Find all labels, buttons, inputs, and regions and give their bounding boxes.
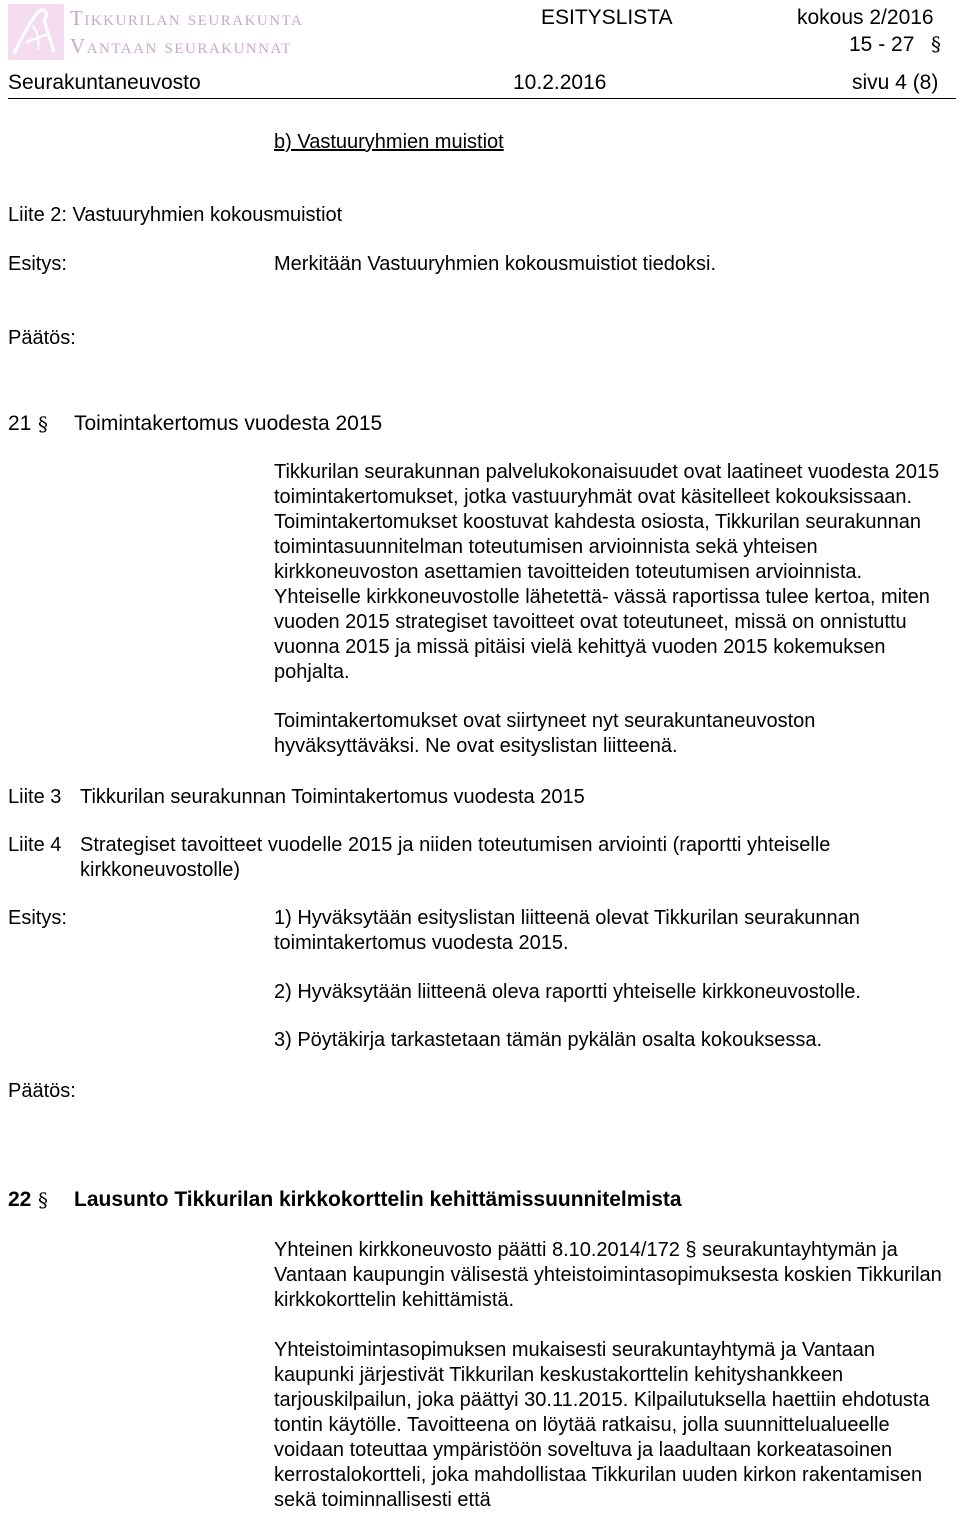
section-21-number: 21 [8, 412, 32, 435]
attachment-4-text: Strategiset tavoitteet vuodelle 2015 ja niiden toteutumisen arviointi (raportti yhteiselle kirkkoneuvostolle) [80, 834, 831, 881]
attachment-3-text: Tikkurilan seurakunnan Toimintakertomus vuodesta 2015 [80, 786, 585, 808]
item-b-proposal-text: Merkitään Vastuuryhmien kokousmuistiot tiedoksi. [274, 253, 717, 275]
header-divider [8, 98, 956, 99]
section-21-proposal-items [274, 906, 954, 1053]
section-mark: § [931, 32, 941, 56]
section-22-mark: § [38, 1188, 48, 1212]
meeting-date: 10.2.2016 [513, 71, 607, 94]
church-logo-emblem [8, 4, 64, 60]
section-22-body [274, 1238, 954, 1513]
section-21-paragraph-1: Tikkurilan seurakunnan palvelukokonaisuudet ovat laatineet vuodesta 2015 toimintakertomukset, jotka vastuuryhmät ovat käsitelleet kokouksissaan. Toimintakertomukset koostuvat kahdesta osiosta, Tikkurilan seurakunnan toimintasuunnitelman toteutumisen arvioinnista sekä yhteisen kirkkoneuvoston asettamien tavoitteiden toteutumisen arvioinnista. Yhteiselle kirkkoneuvostolle lähetettä- vässä raportissa tulee kertoa, miten vuoden 2015 strategiset tavoitteet ovat toteutuneet, missä on onnistuttu vuonna 2015 ja missä pitäisi vielä kehittyä vuoden 2015 kokemuksen pohjalta. [274, 461, 940, 683]
section-21-mark: § [38, 412, 48, 436]
item-b-decision-label: Päätös: [8, 327, 76, 349]
item-b-attachment: Liite 2: Vastuuryhmien kokousmuistiot [8, 204, 343, 226]
logo-wordmark-line2: Vantaan seurakunnat [70, 34, 292, 58]
section-21-title: Toimintakertomus vuodesta 2015 [74, 412, 383, 435]
section-22-paragraph-2: Yhteistoimintasopimuksen mukaisesti seurakuntayhtymä ja Vantaan kaupunki järjestivät Tikkurilan keskustakorttelin kehityshankkeen tarjouskilpailun, joka päättyi 30.11.2015. Kilpailutuksella haettiin ehdotusta tontin käytölle. Tavoitteena on löytää ratkaisu, jolla suunnittelualueelle voidaan toteuttaa ympäristöön soveltuva ja laadultaan korkeatasoinen kerrostalokortteli, joka mahdollistaa Tikkurilan uuden kirkon rakentamisen sekä toiminnallisesti että [274, 1339, 930, 1511]
section-21-decision-label: Päätös: [8, 1080, 76, 1102]
section-22-number: 22 [8, 1188, 32, 1211]
meeting-number: kokous 2/2016 [797, 6, 934, 29]
section-range: 15 - 27 [849, 33, 915, 56]
document-type: ESITYSLISTA [541, 6, 673, 29]
logo-wordmark-line1: Tikkurilan seurakunta [70, 6, 304, 30]
body-name: Seurakuntaneuvosto [8, 71, 201, 94]
section-21-paragraph-2: Toimintakertomukset ovat siirtyneet nyt seurakuntaneuvoston hyväksyttäväksi. Ne ovat esityslistan liitteenä. [274, 710, 816, 757]
section-21-body [274, 460, 954, 759]
attachment-4-label: Liite 4 [8, 834, 62, 856]
section-22-paragraph-1: Yhteinen kirkkoneuvosto päätti 8.10.2014/172 § seurakuntayhtymän ja Vantaan kaupungin välisestä yhteistoimintasopimuksesta koskien Tikkurilan kirkkokorttelin kehittämistä. [274, 1239, 942, 1311]
proposal-item-2: 2) Hyväksytään liitteenä oleva raportti yhteiselle kirkkoneuvostolle. [274, 981, 861, 1003]
attachment-3-label: Liite 3 [8, 786, 62, 808]
item-b-title: b) Vastuuryhmien muistiot [274, 131, 504, 153]
proposal-item-1: 1) Hyväksytään esityslistan liitteenä olevat Tikkurilan seurakunnan toimintakertomus vuodesta 2015. [274, 907, 860, 954]
item-b-proposal-label: Esitys: [8, 253, 67, 275]
section-21-proposal-label: Esitys: [8, 907, 67, 929]
section-22-title: Lausunto Tikkurilan kirkkokorttelin kehittämissuunnitelmista [74, 1188, 682, 1211]
proposal-item-3: 3) Pöytäkirja tarkastetaan tämän pykälän osalta kokouksessa. [274, 1029, 823, 1051]
page-number: sivu 4 (8) [852, 71, 939, 94]
